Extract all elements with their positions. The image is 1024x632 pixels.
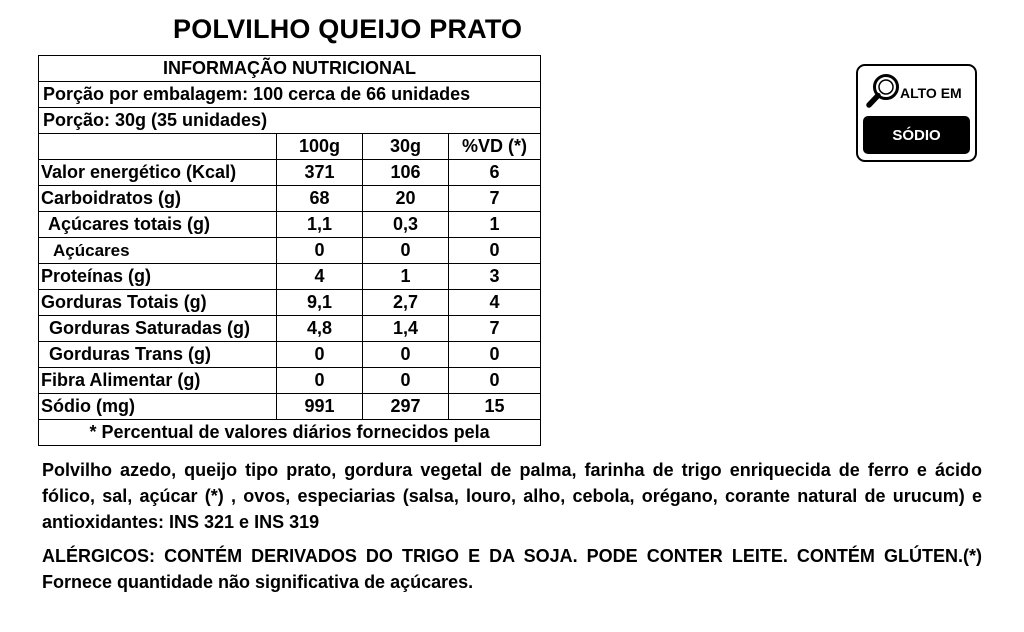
row-label: Gorduras Trans (g) xyxy=(39,342,277,368)
table-row xyxy=(39,160,541,186)
row-value-100g: 4 xyxy=(277,264,363,290)
table-row xyxy=(39,394,541,420)
high-sodium-warning-stamp xyxy=(856,64,977,162)
row-value-100g: 371 xyxy=(277,160,363,186)
stamp-bottom-text: SÓDIO xyxy=(892,126,941,144)
row-label: Gorduras Totais (g) xyxy=(39,290,277,316)
table-row xyxy=(39,212,541,238)
row-label: Proteínas (g) xyxy=(39,264,277,290)
row-value-100g: 1,1 xyxy=(277,212,363,238)
row-label: Valor energético (Kcal) xyxy=(39,160,277,186)
row-value-30g: 0 xyxy=(363,238,449,264)
row-label: Açúcares xyxy=(39,238,277,264)
portion-per-package: Porção por embalagem: 100 cerca de 66 unidades xyxy=(39,82,541,108)
row-value-30g: 0 xyxy=(363,342,449,368)
table-row xyxy=(39,264,541,290)
stamp-top-text: ALTO EM xyxy=(900,85,962,101)
row-value-vd: 6 xyxy=(449,160,541,186)
table-row xyxy=(39,342,541,368)
row-value-vd: 0 xyxy=(449,342,541,368)
table-row xyxy=(39,186,541,212)
table-footnote: * Percentual de valores diários fornecidos pela xyxy=(39,420,541,446)
row-value-vd: 4 xyxy=(449,290,541,316)
magnifier-icon xyxy=(864,71,904,111)
row-value-100g: 4,8 xyxy=(277,316,363,342)
row-value-30g: 20 xyxy=(363,186,449,212)
table-row xyxy=(39,290,541,316)
nutrition-table-header: INFORMAÇÃO NUTRICIONAL xyxy=(39,56,541,82)
row-value-100g: 0 xyxy=(277,342,363,368)
column-header-100g: 100g xyxy=(277,134,363,160)
row-value-vd: 7 xyxy=(449,316,541,342)
row-label: Gorduras Saturadas (g) xyxy=(39,316,277,342)
portion-size: Porção: 30g (35 unidades) xyxy=(39,108,541,134)
ingredients-text: Polvilho azedo, queijo tipo prato, gordura vegetal de palma, farinha de trigo enriquecida de ferro e ácido fólico, sal, açúcar (*) , ovos, especiarias (salsa, louro, alho, cebola, orégano, corante natural de urucum) e antioxidantes: INS 321 e INS 319 xyxy=(42,460,982,532)
allergens-text: ALÉRGICOS: CONTÉM DERIVADOS DO TRIGO E DA SOJA. PODE CONTER LEITE. CONTÉM GLÚTEN.(*) Fornece quantidade não significativa de açúcares. xyxy=(42,546,982,592)
row-value-30g: 297 xyxy=(363,394,449,420)
stamp-bottom xyxy=(863,116,970,154)
row-value-100g: 9,1 xyxy=(277,290,363,316)
column-header-row xyxy=(39,134,541,160)
table-row xyxy=(39,238,541,264)
stamp-top xyxy=(862,70,971,114)
row-value-30g: 1,4 xyxy=(363,316,449,342)
row-value-100g: 991 xyxy=(277,394,363,420)
nutrition-table xyxy=(38,55,541,446)
row-value-100g: 0 xyxy=(277,238,363,264)
row-value-vd: 0 xyxy=(449,368,541,394)
column-header-empty xyxy=(39,134,277,160)
row-value-30g: 106 xyxy=(363,160,449,186)
column-header-vd: %VD (*) xyxy=(449,134,541,160)
row-label: Açúcares totais (g) xyxy=(39,212,277,238)
row-value-vd: 3 xyxy=(449,264,541,290)
row-value-vd: 1 xyxy=(449,212,541,238)
row-value-30g: 2,7 xyxy=(363,290,449,316)
row-label: Sódio (mg) xyxy=(39,394,277,420)
row-value-vd: 7 xyxy=(449,186,541,212)
row-label: Carboidratos (g) xyxy=(39,186,277,212)
row-value-100g: 0 xyxy=(277,368,363,394)
row-value-vd: 15 xyxy=(449,394,541,420)
row-value-vd: 0 xyxy=(449,238,541,264)
row-value-30g: 0 xyxy=(363,368,449,394)
table-row xyxy=(39,368,541,394)
row-label: Fibra Alimentar (g) xyxy=(39,368,277,394)
row-value-30g: 0,3 xyxy=(363,212,449,238)
row-value-100g: 68 xyxy=(277,186,363,212)
row-value-30g: 1 xyxy=(363,264,449,290)
table-row xyxy=(39,316,541,342)
product-title: POLVILHO QUEIJO PRATO xyxy=(173,14,523,44)
column-header-30g: 30g xyxy=(363,134,449,160)
